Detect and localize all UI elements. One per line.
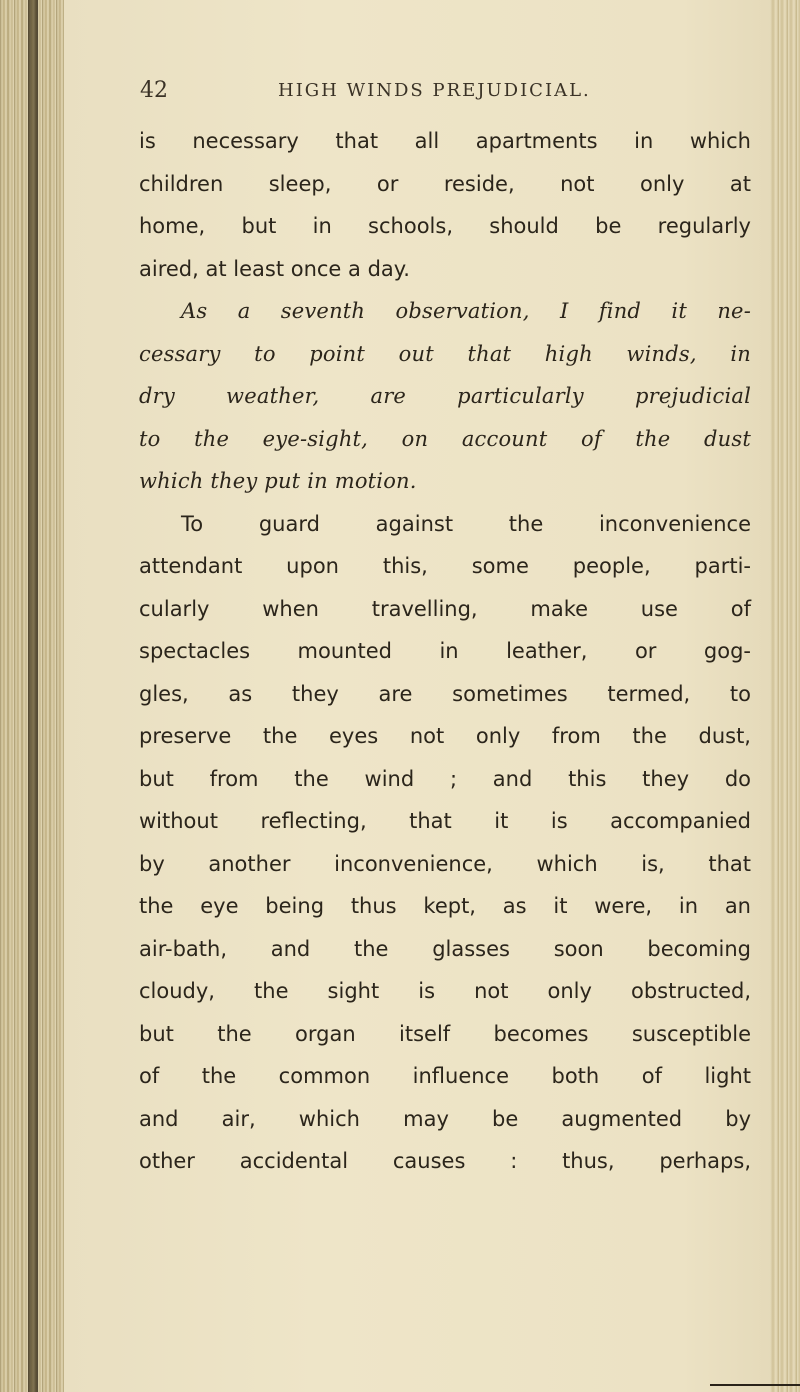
italic-line: to the eye-sight, on account of the dust [139, 426, 751, 451]
text-line: the eye being thus kept, as it were, in an [139, 894, 751, 918]
text-line: is necessary that all apartments in which [139, 129, 751, 153]
text-line: but the organ itself becomes susceptible [139, 1021, 751, 1046]
running-head: HIGH WINDS PREJUDICIAL. [278, 80, 591, 101]
italic-line: cessary to point out that high winds, in [139, 341, 751, 366]
text-line: children sleep, or reside, not only at [139, 171, 751, 196]
text-line: attendant upon this, some people, parti- [139, 554, 751, 578]
text-line: cularly when travelling, make use of [139, 596, 751, 621]
italic-line: dry weather, are particularly prejudicial [139, 384, 751, 408]
italic-line: As a seventh observation, I find it ne- [181, 299, 751, 323]
text-line: aired, at least once a day. [139, 256, 410, 281]
text-line: preserve the eyes not only from the dust, [139, 724, 751, 748]
text-line: and air, which may be augmented by [139, 1106, 751, 1131]
text-line: other accidental causes : thus, perhaps, [139, 1149, 751, 1173]
text-line: To guard against the inconvenience [181, 511, 751, 536]
body-text [139, 120, 751, 1183]
text-line: home, but in schools, should be regularly [139, 214, 751, 238]
page-number: 42 [140, 78, 168, 103]
bottom-edge-rule [710, 1384, 800, 1386]
text-line: cloudy, the sight is not only obstructed, [139, 979, 751, 1003]
italic-line: which they put in motion. [139, 469, 417, 493]
text-line: but from the wind ; and this they do [139, 766, 751, 791]
book-spine-shadow [28, 0, 38, 1392]
page-header [140, 78, 740, 108]
text-line: of the common influence both of light [139, 1064, 751, 1088]
text-line: air-bath, and the glasses soon becoming [139, 936, 751, 961]
page-edge-right [770, 0, 800, 1392]
text-line: gles, as they are sometimes termed, to [139, 681, 751, 706]
text-line: by another inconvenience, which is, that [139, 851, 751, 876]
text-line: without reflecting, that it is accompanied [139, 809, 751, 833]
text-line: spectacles mounted in leather, or gog- [139, 639, 751, 663]
